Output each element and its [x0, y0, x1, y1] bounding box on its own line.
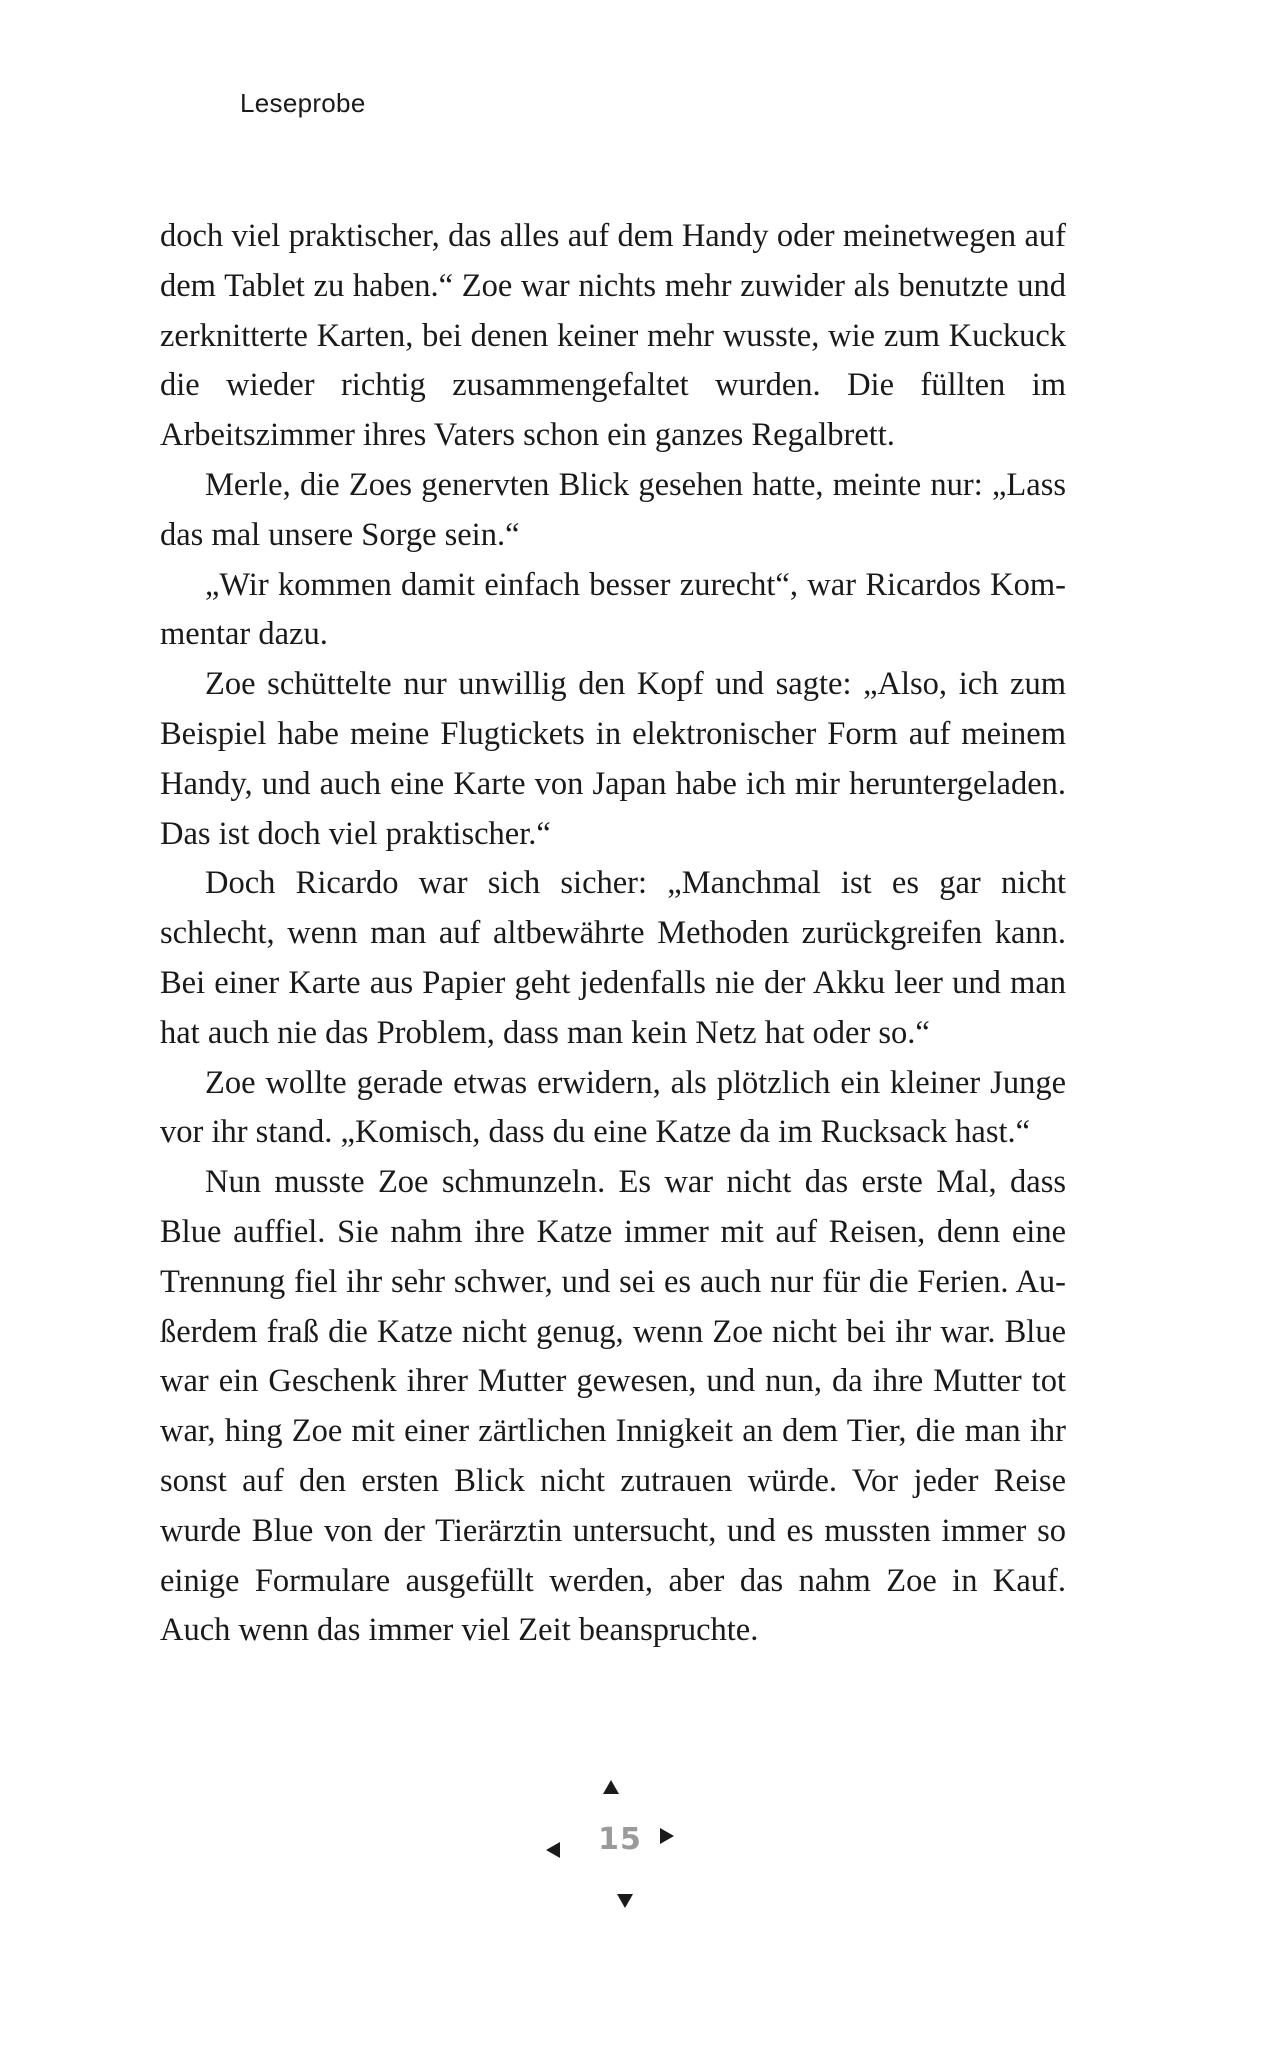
triangle-down-icon [617, 1894, 633, 1908]
paragraph-5: Doch Ricardo war sich sicher: „Manchmal ist es gar nicht schlecht, wenn man auf altbewährte Methoden zurückgreifen kann. Bei einer Karte aus Papier geht jedenfalls nie der Akku leer und man hat auch nie das Problem, dass man kein Netz hat oder so.“ [160, 865, 1066, 1051]
paragraph-4: Zoe schüttelte nur unwillig den Kopf und sagte: „Also, ich zum Beispiel habe meine Flugtickets in elektronischer Form auf meinem Handy, und auch eine Karte von Japan habe ich mir heruntergeladen. Das ist doch viel praktischer.“ [160, 666, 1066, 852]
paragraph-6: Zoe wollte gerade etwas erwidern, als plötzlich ein kleiner Junge vor ihr stand. „Komisch, dass du eine Katze da im Rucksack hast.“ [160, 1064, 1066, 1151]
triangle-up-icon [603, 1780, 619, 1794]
running-header: Leseprobe [240, 88, 366, 118]
paragraph-7: Nun musste Zoe schmunzeln. Es war nicht das erste Mal, dass Blue auffiel. Sie nahm ihre Katze immer mit auf Reisen, denn eine Trennung fiel ihr sehr schwer, und sei es auch nur für die Ferien. Außerdem fraß die Katze nicht genug, wenn Zoe nicht bei ihr war. Blue war ein Geschenk ihrer Mutter gewesen, und nun, da ihre Mutter tot war, hing Zoe mit einer zärtlichen Innigkeit an dem Tier, die man ihr sonst auf den ersten Blick nicht zutrauen würde. Vor jeder Reise wurde Blue von der Tierärztin untersucht, und es mussten immer so einige Formulare ausgefüllt werden, aber das nahm Zoe in Kauf. Auch wenn das immer viel Zeit beanspruchte. [160, 1164, 1066, 1649]
body-text [160, 212, 1066, 1656]
paragraph-1: doch viel praktischer, das alles auf dem Handy oder meinetwegen auf dem Tablet zu haben.“ Zoe war nichts mehr zuwider als benutzte und zerknitterte Karten, bei denen keiner mehr wusste, wie zum Kuckuck die wieder richtig zusammengefaltet wurden. Die füllten im Arbeitszimmer ihres Vaters schon ein ganzes Regalbrett. [160, 218, 1066, 454]
triangle-right-icon [660, 1828, 674, 1844]
paragraph-2: Merle, die Zoes genervten Blick gesehen hatte, meinte nur: „Lass das mal unsere Sorge sein.“ [160, 466, 1066, 553]
triangle-left-icon [546, 1842, 560, 1858]
page-number-ornament [540, 1770, 700, 1920]
paragraph-3: „Wir kommen damit einfach besser zurecht“, war Ricardos Kommentar dazu. [160, 566, 1066, 653]
page-number: 15 [598, 1822, 642, 1857]
